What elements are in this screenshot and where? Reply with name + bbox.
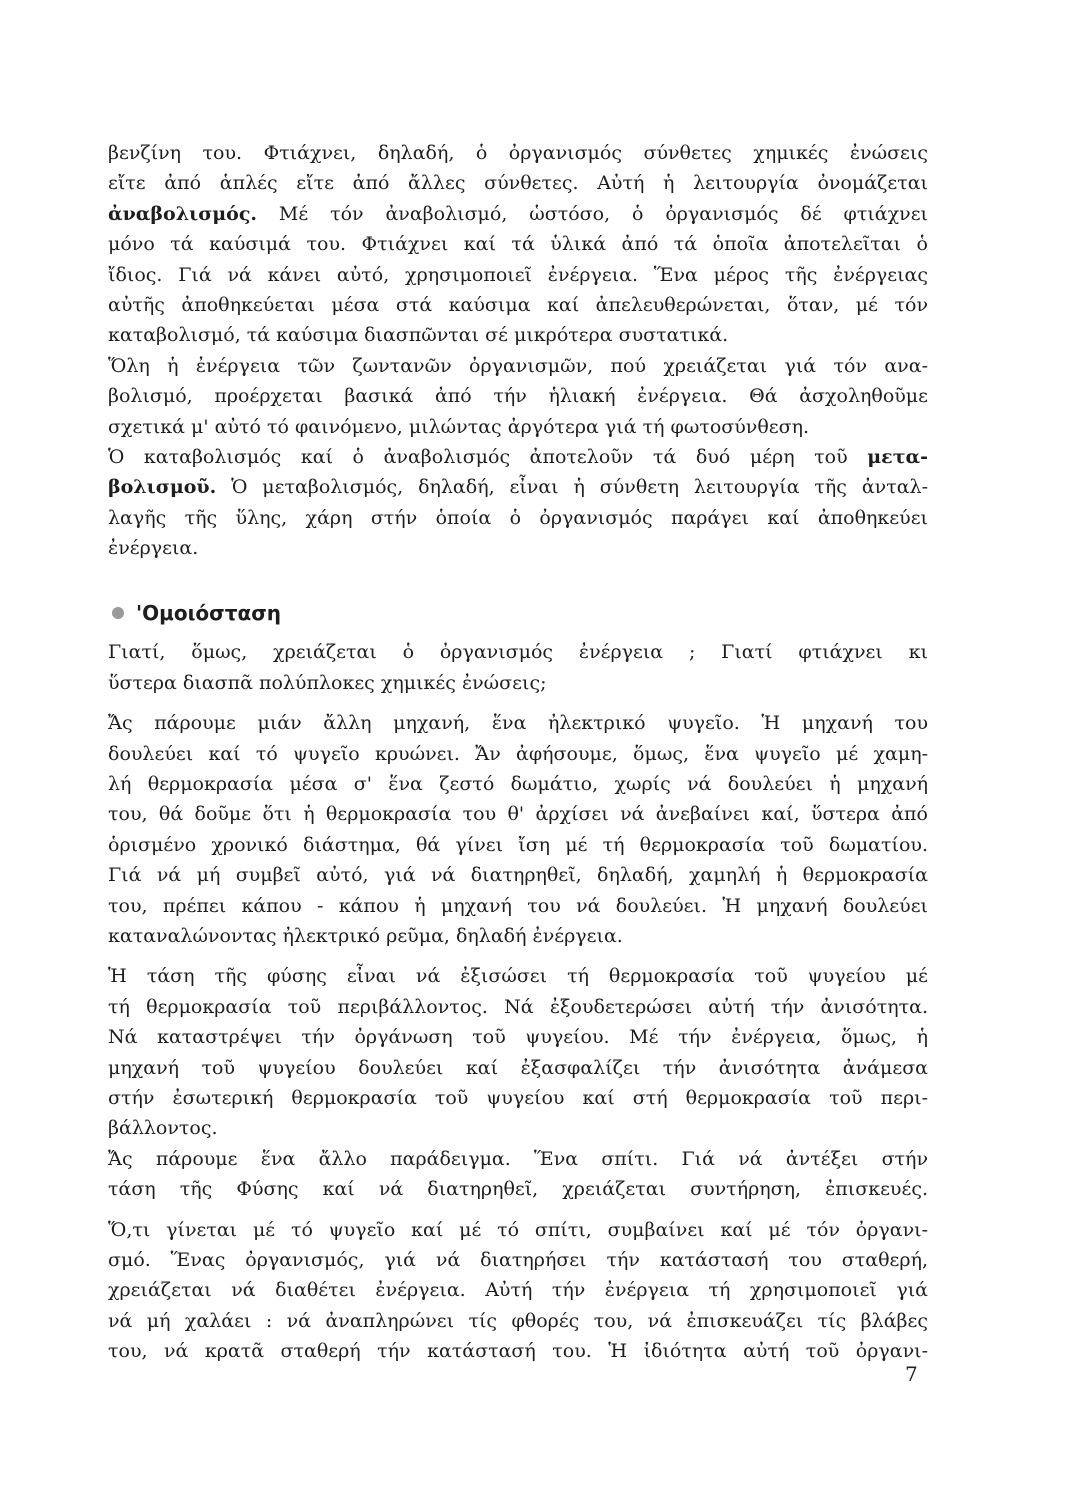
text-line: νά μή χαλάει : νά ἀναπληρώνει τίς φθορές του, νά ἐπισκευάζει τίς βλάβες	[108, 1309, 928, 1332]
text-line: καταβολισμό, τά καύσιμα διασπῶνται σέ μικρότερα συστατικά.	[108, 324, 729, 347]
text-line: Γιά νά μή συμβεῖ αὐτό, γιά νά διατηρηθεῖ, δηλαδή, χαμηλή ἡ θερμοκρασία	[108, 864, 928, 887]
text-line: τάση τῆς Φύσης καί νά διατηρηθεῖ, χρειάζεται συντήρηση, ἐπισκευές.	[108, 1178, 928, 1201]
text-line: χρειάζεται νά διαθέτει ἐνέργεια. Αὐτή τήν ἐνέργεια τή χρησιμοποιεῖ γιά	[108, 1279, 928, 1302]
text-line: ἐνέργεια.	[108, 537, 199, 560]
text-line	[108, 442, 928, 472]
text-line: ὕστερα διασπᾶ πολύπλοκες χημικές ἐνώσεις;	[108, 671, 547, 694]
text-line: δουλεύει καί τό ψυγεῖο κρυώνει. Ἄν ἀφήσουμε, ὅμως, ἕνα ψυγεῖο μέ χαμη-	[108, 742, 928, 765]
paragraph-organism	[108, 1215, 928, 1367]
paragraph-refrigerator	[108, 708, 928, 951]
text-line: αὐτῆς ἀποθηκεύεται μέσα στά καύσιμα καί ἀπελευθερώνεται, ὅταν, μέ τόν	[108, 293, 928, 316]
body-text	[108, 138, 928, 1366]
text-line: μηχανή τοῦ ψυγείου δουλεύει καί ἐξασφαλίζει τήν ἀνισότητα ἀνάμεσα	[108, 1056, 928, 1079]
paragraph-question	[108, 637, 928, 698]
text-line: του, νά κρατᾶ σταθερή τήν κατάστασή του. Ἡ ἰδιότητα αὐτή τοῦ ὀργανι-	[108, 1340, 928, 1363]
text-line: λή θερμοκρασία μέσα σ' ἕνα ζεστό δωμάτιο, χωρίς νά δουλεύει ἡ μηχανή	[108, 773, 928, 796]
text-line: σμό. Ἕνας ὀργανισμός, γιά νά διατηρήσει τήν κατάστασή του σταθερή,	[108, 1248, 928, 1271]
paragraph-metabolism	[108, 442, 928, 564]
text-line: στήν ἐσωτερική θερμοκρασία τοῦ ψυγείου καί στή θερμοκρασία τοῦ περι-	[108, 1086, 928, 1109]
text-fragment: Μέ τόν ἀναβολισμό, ὡστόσο, ὁ ὀργανισμός δέ φτιάχνει	[278, 202, 928, 225]
term-anabolism: ἀναβολισμός.	[108, 202, 258, 225]
paragraph-nature-tendency	[108, 961, 928, 1143]
text-line: Γιατί, ὅμως, χρειάζεται ὁ ὀργανισμός ἐνέργεια ; Γιατί φτιάχνει κι	[108, 641, 928, 664]
text-fragment: Ὁ μεταβολισμός, δηλαδή, εἶναι ἡ σύνθετη λειτουργία τῆς ἀνταλ-	[231, 476, 928, 499]
text-line: καταναλώνοντας ἠλεκτρικό ρεῦμα, δηλαδή ἐνέργεια.	[108, 924, 623, 947]
section-heading-text: 'Ομοιόσταση	[136, 601, 282, 626]
text-line: μόνο τά καύσιμά του. Φτιάχνει καί τά ὑλικά ἀπό τά ὁποῖα ἀποτελεῖται ὁ	[108, 233, 928, 256]
text-line: βενζίνη του. Φτιάχνει, δηλαδή, ὁ ὀργανισμός σύνθετες χημικές ἐνώσεις	[108, 142, 928, 164]
text-line	[108, 472, 928, 502]
text-line: Ἡ τάση τῆς φύσης εἶναι νά ἐξισώσει τή θερμοκρασία τοῦ ψυγείου μέ	[108, 965, 928, 988]
text-line: βολισμό, προέρχεται βασικά ἀπό τήν ἡλιακή ἐνέργεια. Θά ἀσχοληθοῦμε	[108, 385, 928, 408]
page-number: 7	[905, 1362, 918, 1386]
text-line: του, θά δοῦμε ὅτι ἡ θερμοκρασία του θ' ἀρχίσει νά ἀνεβαίνει καί, ὕστερα ἀπό	[108, 803, 928, 826]
section-heading	[108, 595, 928, 631]
text-line: λαγῆς τῆς ὕλης, χάρη στήν ὁποία ὁ ὀργανισμός παράγει καί ἀποθηκεύει	[108, 506, 928, 529]
text-line: εἴτε ἀπό ἁπλές εἴτε ἀπό ἄλλες σύνθετες. Αὐτή ἡ λειτουργία ὀνομάζεται	[108, 172, 928, 195]
text-line: Ὅ,τι γίνεται μέ τό ψυγεῖο καί μέ τό σπίτι, συμβαίνει καί μέ τόν ὀργανι-	[108, 1218, 928, 1241]
text-line: ἴδιος. Γιά νά κάνει αὐτό, χρησιμοποιεῖ ἐνέργεια. Ἕνα μέρος τῆς ἐνέργειας	[108, 263, 928, 286]
paragraph-solar-energy	[108, 351, 928, 442]
text-line: Ἄς πάρουμε μιάν ἄλλη μηχανή, ἕνα ἠλεκτρικό ψυγεῖο. Ἡ μηχανή του	[108, 712, 928, 735]
paragraph-anabolism	[108, 138, 928, 351]
text-line: Ἄς πάρουμε ἕνα ἄλλο παράδειγμα. Ἕνα σπίτι. Γιά νά ἀντέξει στήν	[108, 1147, 928, 1170]
text-line: βάλλοντος.	[108, 1117, 218, 1140]
paragraph-house	[108, 1144, 928, 1205]
text-line: ὁρισμένο χρονικό διάστημα, θά γίνει ἴση μέ τή θερμοκρασία τοῦ δωματίου.	[108, 833, 928, 856]
term-metabolism-end: βολισμοῦ.	[108, 476, 217, 499]
text-line	[108, 199, 928, 229]
text-line: σχετικά μ' αὐτό τό φαινόμενο, μιλώντας ἀργότερα γιά τή φωτοσύνθεση.	[108, 415, 810, 438]
text-line: τή θερμοκρασία τοῦ περιβάλλοντος. Νά ἐξουδετερώσει αὐτή τήν ἀνισότητα.	[108, 995, 928, 1018]
text-line: Νά καταστρέψει τήν ὀργάνωση τοῦ ψυγείου. Μέ τήν ἐνέργεια, ὅμως, ἡ	[108, 1026, 928, 1049]
text-fragment: Ὁ καταβολισμός καί ὁ ἀναβολισμός ἀποτελοῦν τά δυό μέρη τοῦ	[108, 445, 848, 468]
term-metabolism-start: μετα-	[867, 445, 928, 468]
bullet-dot-icon	[112, 607, 124, 619]
text-line: Ὅλη ἡ ἐνέργεια τῶν ζωντανῶν ὀργανισμῶν, πού χρειάζεται γιά τόν ανα-	[108, 354, 928, 377]
text-line: του, πρέπει κάπου - κάπου ἡ μηχανή του νά δουλεύει. Ἡ μηχανή δουλεύει	[108, 894, 928, 917]
